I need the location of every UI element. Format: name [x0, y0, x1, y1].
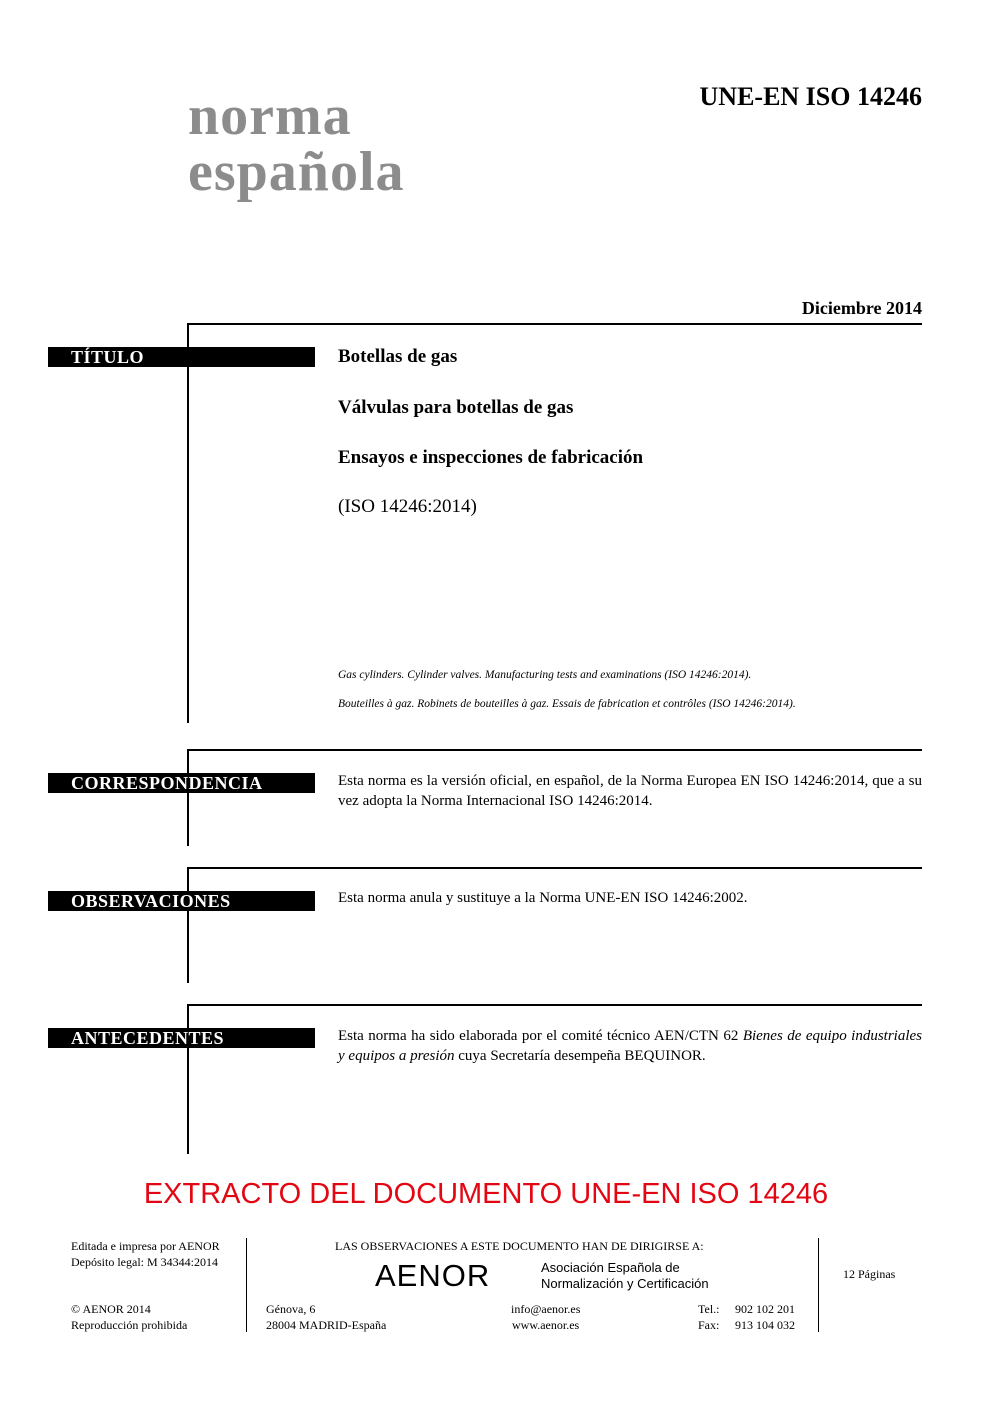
aenor-org-line-2: Normalización y Certificación — [541, 1276, 709, 1291]
observaciones-vertical-rule — [187, 867, 189, 983]
footer-web: www.aenor.es — [512, 1318, 580, 1332]
correspondencia-text: Esta norma es la versión oficial, en español, de la Norma Europea EN ISO 14246:2014, que a su vez adopta la Norma Internacional ISO 14246:2014. — [338, 773, 922, 809]
footer-divider-right — [818, 1238, 819, 1332]
antecedentes-text-end: cuya Secretaría desempeña BEQUINOR. — [454, 1048, 706, 1064]
titulo-vertical-rule — [187, 323, 189, 723]
aenor-org-line-1: Asociación Española de — [541, 1260, 680, 1275]
footer-reproduction: Reproducción prohibida — [71, 1318, 188, 1332]
publication-date: Diciembre 2014 — [801, 298, 922, 318]
footer-fax: 913 104 032 — [735, 1318, 795, 1332]
title-line-1: Botellas de gas — [338, 346, 458, 367]
footer-street: Génova, 6 — [266, 1302, 316, 1316]
footer-page-count: 12 Páginas — [843, 1267, 896, 1281]
correspondencia-top-rule — [188, 749, 922, 751]
footer-edited: Editada e impresa por AENOR — [71, 1239, 220, 1253]
footer-observations-heading: LAS OBSERVACIONES A ESTE DOCUMENTO HAN DE DIRIGIRSE A: — [335, 1239, 704, 1253]
observaciones-label: OBSERVACIONES — [48, 891, 315, 911]
footer-copyright: © AENOR 2014 — [71, 1302, 151, 1316]
antecedentes-text — [338, 1026, 922, 1066]
footer-fax-label: Fax: — [698, 1318, 720, 1332]
antecedentes-committee-name: Bienes de equipo industriales y equipos a presión — [338, 1028, 923, 1064]
titulo-label: TÍTULO — [48, 347, 315, 367]
title-line-3: Ensayos e inspecciones de fabricación — [338, 447, 644, 468]
footer-deposit: Depósito legal: M 34344:2014 — [71, 1255, 218, 1269]
aenor-logo: AENOR — [375, 1258, 491, 1293]
antecedentes-vertical-rule — [187, 1004, 189, 1154]
brand-wordmark — [188, 85, 405, 203]
correspondencia-vertical-rule — [187, 749, 189, 846]
document-id: UNE-EN ISO 14246 — [699, 82, 922, 111]
titulo-top-rule — [188, 323, 922, 325]
antecedentes-top-rule — [188, 1004, 922, 1006]
iso-reference: (ISO 14246:2014) — [338, 496, 477, 517]
extract-notice: EXTRACTO DEL DOCUMENTO UNE-EN ISO 14246 — [143, 1178, 829, 1210]
antecedentes-label: ANTECEDENTES — [48, 1028, 315, 1048]
correspondencia-label: CORRESPONDENCIA — [48, 773, 315, 793]
aenor-organization-name — [541, 1260, 709, 1292]
footer-city: 28004 MADRID-España — [266, 1318, 387, 1332]
footer-email: info@aenor.es — [511, 1302, 581, 1316]
footer-divider-left — [246, 1238, 247, 1332]
brand-line-2: española — [188, 141, 405, 203]
footer-tel-label: Tel.: — [698, 1302, 720, 1316]
french-title: Bouteilles à gaz. Robinets de bouteilles à gaz. Essais de fabrication et contrôles (ISO 14246:2014). — [338, 698, 796, 710]
english-title: Gas cylinders. Cylinder valves. Manufacturing tests and examinations (ISO 14246:2014). — [338, 669, 752, 681]
antecedentes-text-start: Esta norma ha sido elaborada por el comité técnico AEN/CTN 62 — [338, 1028, 743, 1044]
title-line-2: Válvulas para botellas de gas — [338, 397, 574, 418]
observaciones-text: Esta norma anula y sustituye a la Norma UNE-EN ISO 14246:2002. — [338, 890, 748, 906]
footer-tel: 902 102 201 — [735, 1302, 795, 1316]
observaciones-top-rule — [188, 867, 922, 869]
brand-line-1: norma — [188, 85, 352, 147]
